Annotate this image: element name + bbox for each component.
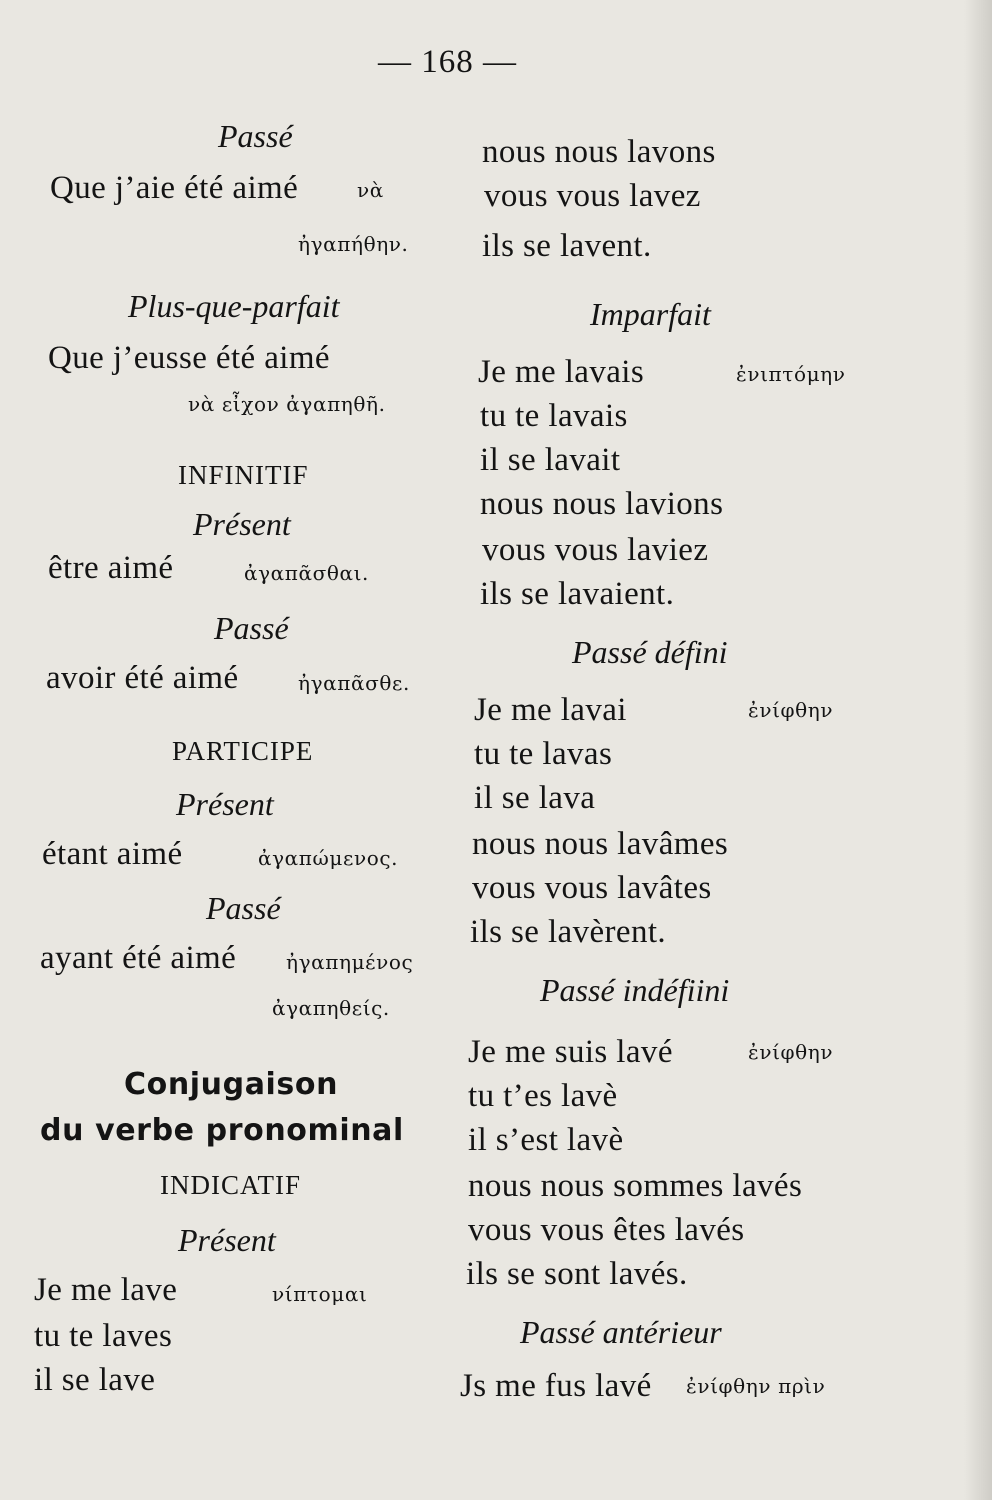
- heading-imparfait: Imparfait: [590, 296, 711, 332]
- passe-indefini-line-1: Je me suis lavé: [468, 1034, 673, 1070]
- inf-passe-french: avoir été aimé: [46, 660, 239, 696]
- heading-inf-passe: Passé: [214, 610, 289, 646]
- passe-anterieur-line-1: Js me fus lavé: [460, 1368, 652, 1404]
- heading-passe-indefini: Passé indéfiini: [540, 972, 730, 1008]
- present-line-5: vous vous lavez: [484, 178, 701, 214]
- heading-infinitif: INFINITIF: [178, 460, 309, 490]
- part-present-greek: ἀγαπώμενος.: [258, 846, 399, 870]
- subj-passe-greek-2: ἠγαπήθην.: [298, 232, 409, 256]
- heading-indicatif-present: Présent: [178, 1222, 276, 1258]
- passe-defini-line-3: il se lava: [474, 780, 596, 816]
- passe-defini-line-2: tu te lavas: [474, 736, 613, 772]
- passe-indefini-line-4: nous nous sommes lavés: [468, 1168, 803, 1204]
- passe-defini-line-6: ils se lavèrent.: [470, 914, 667, 950]
- passe-defini-greek: ἐνίφθην: [748, 698, 834, 722]
- page-edge-shadow: [964, 0, 992, 1500]
- pqp-french: Que j’eusse été aimé: [48, 340, 330, 376]
- heading-part-passe: Passé: [206, 890, 281, 926]
- heading-passe-defini: Passé défini: [572, 634, 728, 670]
- part-present-french: étant aimé: [42, 836, 183, 872]
- inf-present-greek: ἀγαπᾶσθαι.: [244, 561, 370, 585]
- imparfait-line-6: ils se lavaient.: [480, 576, 675, 612]
- imparfait-line-4: nous nous lavions: [480, 486, 724, 522]
- heading-plus-que-parfait: Plus-que-parfait: [128, 288, 340, 324]
- passe-indefini-line-5: vous vous êtes lavés: [468, 1212, 745, 1248]
- passe-defini-line-4: nous nous lavâmes: [472, 826, 729, 862]
- passe-anterieur-greek: ἐνίφθην πρὶν: [686, 1374, 826, 1398]
- present-line-2: tu te laves: [34, 1318, 173, 1354]
- present-line-1: Je me lave: [34, 1272, 178, 1308]
- imparfait-line-1: Je me lavais: [478, 354, 645, 390]
- passe-indefini-line-6: ils se sont lavés.: [466, 1256, 688, 1292]
- heading-passe-anterieur: Passé antérieur: [520, 1314, 722, 1350]
- imparfait-greek: ἐνιπτόμην: [736, 362, 846, 386]
- part-passe-french: ayant été aimé: [40, 940, 237, 976]
- subj-passe-greek-1: νὰ: [357, 178, 384, 202]
- heading-inf-present: Présent: [193, 506, 291, 542]
- pqp-greek: νὰ εἶχον ἀγαπηθῆ.: [188, 392, 386, 416]
- passe-defini-line-1: Je me lavai: [474, 692, 627, 728]
- inf-present-french: être aimé: [48, 550, 174, 586]
- heading-participe: PARTICIPE: [172, 736, 314, 766]
- present-line-3: il se lave: [34, 1362, 156, 1398]
- imparfait-line-5: vous vous laviez: [482, 532, 709, 568]
- passe-indefini-line-3: il s’est lavè: [468, 1122, 624, 1158]
- passe-defini-line-5: vous vous lavâtes: [472, 870, 712, 906]
- heading-part-present: Présent: [176, 786, 274, 822]
- part-passe-greek-2: ἀγαπηθείς.: [272, 996, 390, 1020]
- present-line-4: nous nous lavons: [482, 134, 716, 170]
- passe-indefini-greek: ἐνίφθην: [748, 1040, 834, 1064]
- page-number: — 168 —: [378, 44, 517, 80]
- inf-passe-greek: ἠγαπᾶσθε.: [298, 671, 410, 695]
- passe-indefini-line-2: tu t’es lavè: [468, 1078, 618, 1114]
- part-passe-greek-1: ἠγαπημένος: [286, 950, 414, 974]
- imparfait-line-2: tu te lavais: [480, 398, 628, 434]
- heading-subj-passe: Passé: [218, 118, 293, 154]
- present-greek: νίπτομαι: [272, 1282, 368, 1306]
- imparfait-line-3: il se lavait: [480, 442, 621, 478]
- conjugaison-title-line-1: Conjugaison: [124, 1067, 339, 1102]
- subj-passe-french: Que j’aie été aimé: [50, 170, 299, 206]
- heading-indicatif: INDICATIF: [160, 1170, 301, 1200]
- conjugaison-title-line-2: du verbe pronominal: [40, 1113, 404, 1148]
- present-line-6: ils se lavent.: [482, 228, 652, 264]
